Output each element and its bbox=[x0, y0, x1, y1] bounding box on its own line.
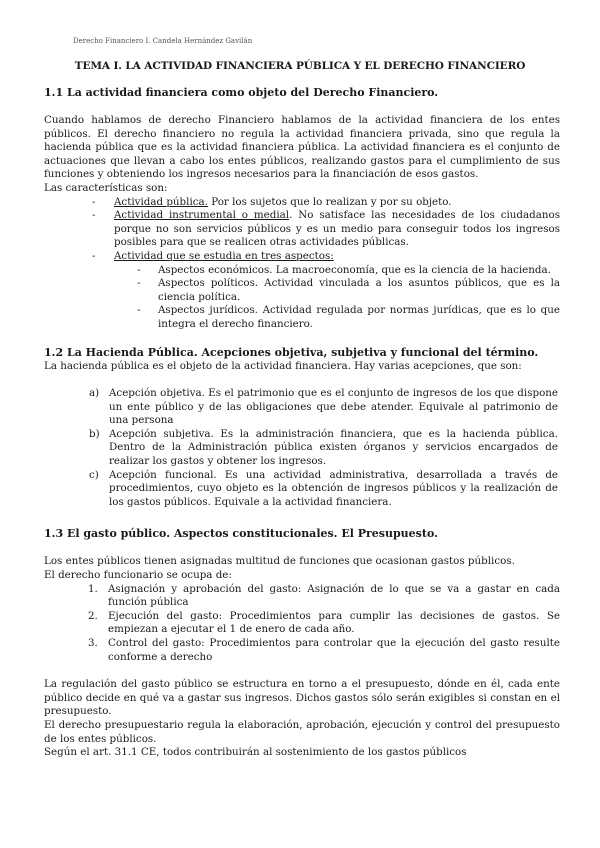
section-1-3-intro-2: El derecho funcionario se ocupa de: bbox=[44, 569, 232, 582]
list-item: - Aspectos políticos. Actividad vinculada a los asuntos públicos, que es la ciencia política. bbox=[158, 277, 560, 304]
list-item bbox=[89, 468, 560, 510]
gasto-list bbox=[44, 583, 560, 665]
list-item bbox=[114, 196, 560, 210]
page-header: Derecho Financiero I. Candela Hernández Gavilán bbox=[73, 37, 253, 45]
list-item bbox=[88, 637, 560, 664]
list-item-text: . No satisface las necesidades de los ciudadanos porque no son servicios públicos y es un medio para conseguir todos los ingresos posibles para que se realicen otras actividades públicas. bbox=[114, 209, 560, 249]
section-1-3-intro: Los entes públicos tienen asignadas multitud de funciones que ocasionan gastos públicos. bbox=[44, 555, 515, 568]
section-1-1-heading: 1.1 La actividad financiera como objeto del Derecho Financiero. bbox=[44, 86, 439, 99]
list-item bbox=[89, 387, 560, 428]
list-item bbox=[114, 209, 560, 250]
list-item: - Aspectos jurídicos. Actividad regulada por normas jurídicas, que es lo que integra el derecho financiero. bbox=[158, 304, 560, 331]
section-1-2-intro: La hacienda pública es el objeto de la actividad financiera. Hay varias acepciones, que son: bbox=[44, 359, 522, 372]
list-item bbox=[114, 250, 560, 332]
acepciones-list bbox=[44, 387, 560, 509]
list-marker: 2. bbox=[88, 609, 98, 622]
list-item bbox=[88, 609, 560, 637]
list-marker: 1. bbox=[88, 582, 98, 595]
list-item bbox=[89, 427, 560, 469]
list-marker: a) bbox=[89, 387, 100, 400]
document-title: TEMA I. LA ACTIVIDAD FINANCIERA PÚBLICA Y EL DERECHO FINANCIERO bbox=[74, 60, 526, 72]
list-item: - Aspectos económicos. La macroeconomía, que es la ciencia de la hacienda. bbox=[158, 264, 560, 278]
list-item-text: Acepción objetiva. Es el patrimonio que es el conjunto de ingresos de los que dispone un ente público y de las obligaciones que debe atender. Equivale al patrimonio de una persona bbox=[109, 387, 558, 427]
section-1-2-heading: 1.2 La Hacienda Pública. Acepciones objetiva, subjetiva y funcional del término. bbox=[44, 345, 539, 359]
list-item-term: Actividad instrumental o medial bbox=[114, 209, 290, 222]
list-item-text: Control del gasto: Procedimientos para controlar que la ejecución del gasto resulte conforme a derecho bbox=[108, 637, 560, 663]
section-1-1-intro: Cuando hablamos de derecho Financiero hablamos de la actividad financiera de los entes públicos. El derecho financiero no regula la actividad financiera privada, sino que regula la hacienda pública que es la actividad financiera pública. La actividad financiera es el conjunto de actuaciones que llevan a cabo los entes públicos, realizando gastos para el cumplimiento de sus funciones y obteniendo los ingresos necesarios para la financiación de esos gastos. bbox=[44, 114, 560, 181]
list-item-text: Por los sujetos que lo realizan y por su objeto. bbox=[207, 195, 452, 208]
section-1-3-heading: 1.3 El gasto público. Aspectos constitucionales. El Presupuesto. bbox=[44, 527, 438, 541]
list-item bbox=[88, 582, 560, 610]
list-item-text: Ejecución del gasto: Procedimientos para cumplir las decisiones de gastos. Se empiezan a ejecutar el 1 de enero de cada año. bbox=[108, 609, 560, 636]
list-marker: 3. bbox=[88, 637, 98, 649]
characteristics-list bbox=[44, 196, 560, 332]
list-item-text: Acepción funcional. Es una actividad administrativa, desarrollada a través de procedimientos, cuyo objeto es la obtención de ingresos públicos y la realización de los gastos públicos. Equivale a la actividad financiera. bbox=[109, 468, 558, 508]
list-item-term: Actividad que se estudia en tres aspectos: bbox=[114, 249, 334, 262]
list-item-term: Actividad pública. bbox=[114, 195, 208, 208]
list-marker: b) bbox=[89, 427, 100, 440]
list-item-text: Acepción subjetiva. Es la administración financiera, que es la hacienda pública. Dentro de la Administración pública existen órganos y servicios encargados de realizar los gastos y obtener los ingresos. bbox=[109, 427, 558, 468]
list-marker: c) bbox=[89, 468, 99, 481]
characteristics-label: Las características son: bbox=[44, 181, 168, 194]
article-paragraph: Según el art. 31.1 CE, todos contribuirán al sostenimiento de los gastos públicos bbox=[44, 746, 467, 759]
presupuesto-paragraph: La regulación del gasto público se estructura en torno a el presupuesto, dónde en él, cada ente público decide en qué va a gastar sus ingresos. Dichos gastos sólo serán exigibles si constan en el presupuesto. bbox=[44, 678, 560, 718]
document-body bbox=[44, 86, 560, 760]
aspects-list bbox=[114, 264, 560, 332]
list-item-text: Asignación y aprobación del gasto: Asignación de lo que se va a gastar en cada función pública bbox=[108, 582, 560, 609]
derecho-presupuestario-paragraph: El derecho presupuestario regula la elaboración, aprobación, ejecución y control del presupuesto de los entes públicos. bbox=[44, 718, 560, 745]
